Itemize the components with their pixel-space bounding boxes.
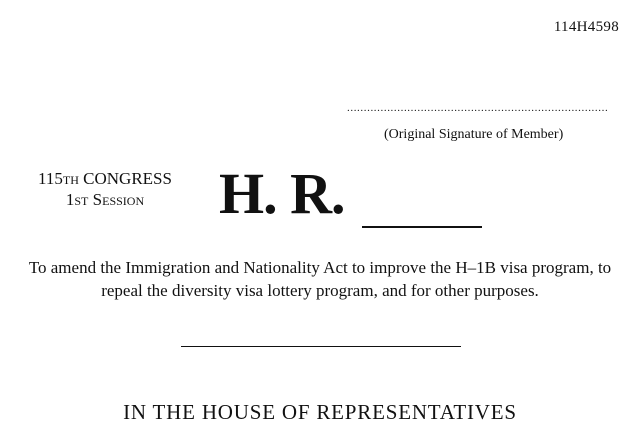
bill-type-heading: H. R. [219, 161, 345, 226]
congress-label: CONGRESS [78, 169, 172, 188]
congress-ordinal: TH [62, 173, 79, 187]
bill-title: To amend the Immigration and Nationality Act to improve the H–1B visa program, to repeal the diversity visa lottery program, and for other purposes. [28, 258, 612, 300]
session-label-initial: S [92, 190, 103, 209]
bill-number-blank [362, 226, 482, 228]
session-number: 1 [65, 190, 75, 209]
session-label-rest: ESSION [102, 194, 145, 208]
session-line [18, 190, 192, 211]
signature-line: .............................................................................. [347, 102, 609, 114]
chamber-heading: IN THE HOUSE OF REPRESENTATIVES [123, 400, 517, 424]
session-ordinal: ST [74, 194, 89, 208]
session-label [93, 190, 144, 209]
divider-rule [181, 346, 461, 347]
congress-line [18, 169, 192, 190]
congress-session-block [18, 169, 192, 211]
congress-number: 115 [38, 169, 63, 188]
signature-label: (Original Signature of Member) [384, 127, 564, 142]
bill-identifier: 114H4598 [553, 19, 619, 35]
